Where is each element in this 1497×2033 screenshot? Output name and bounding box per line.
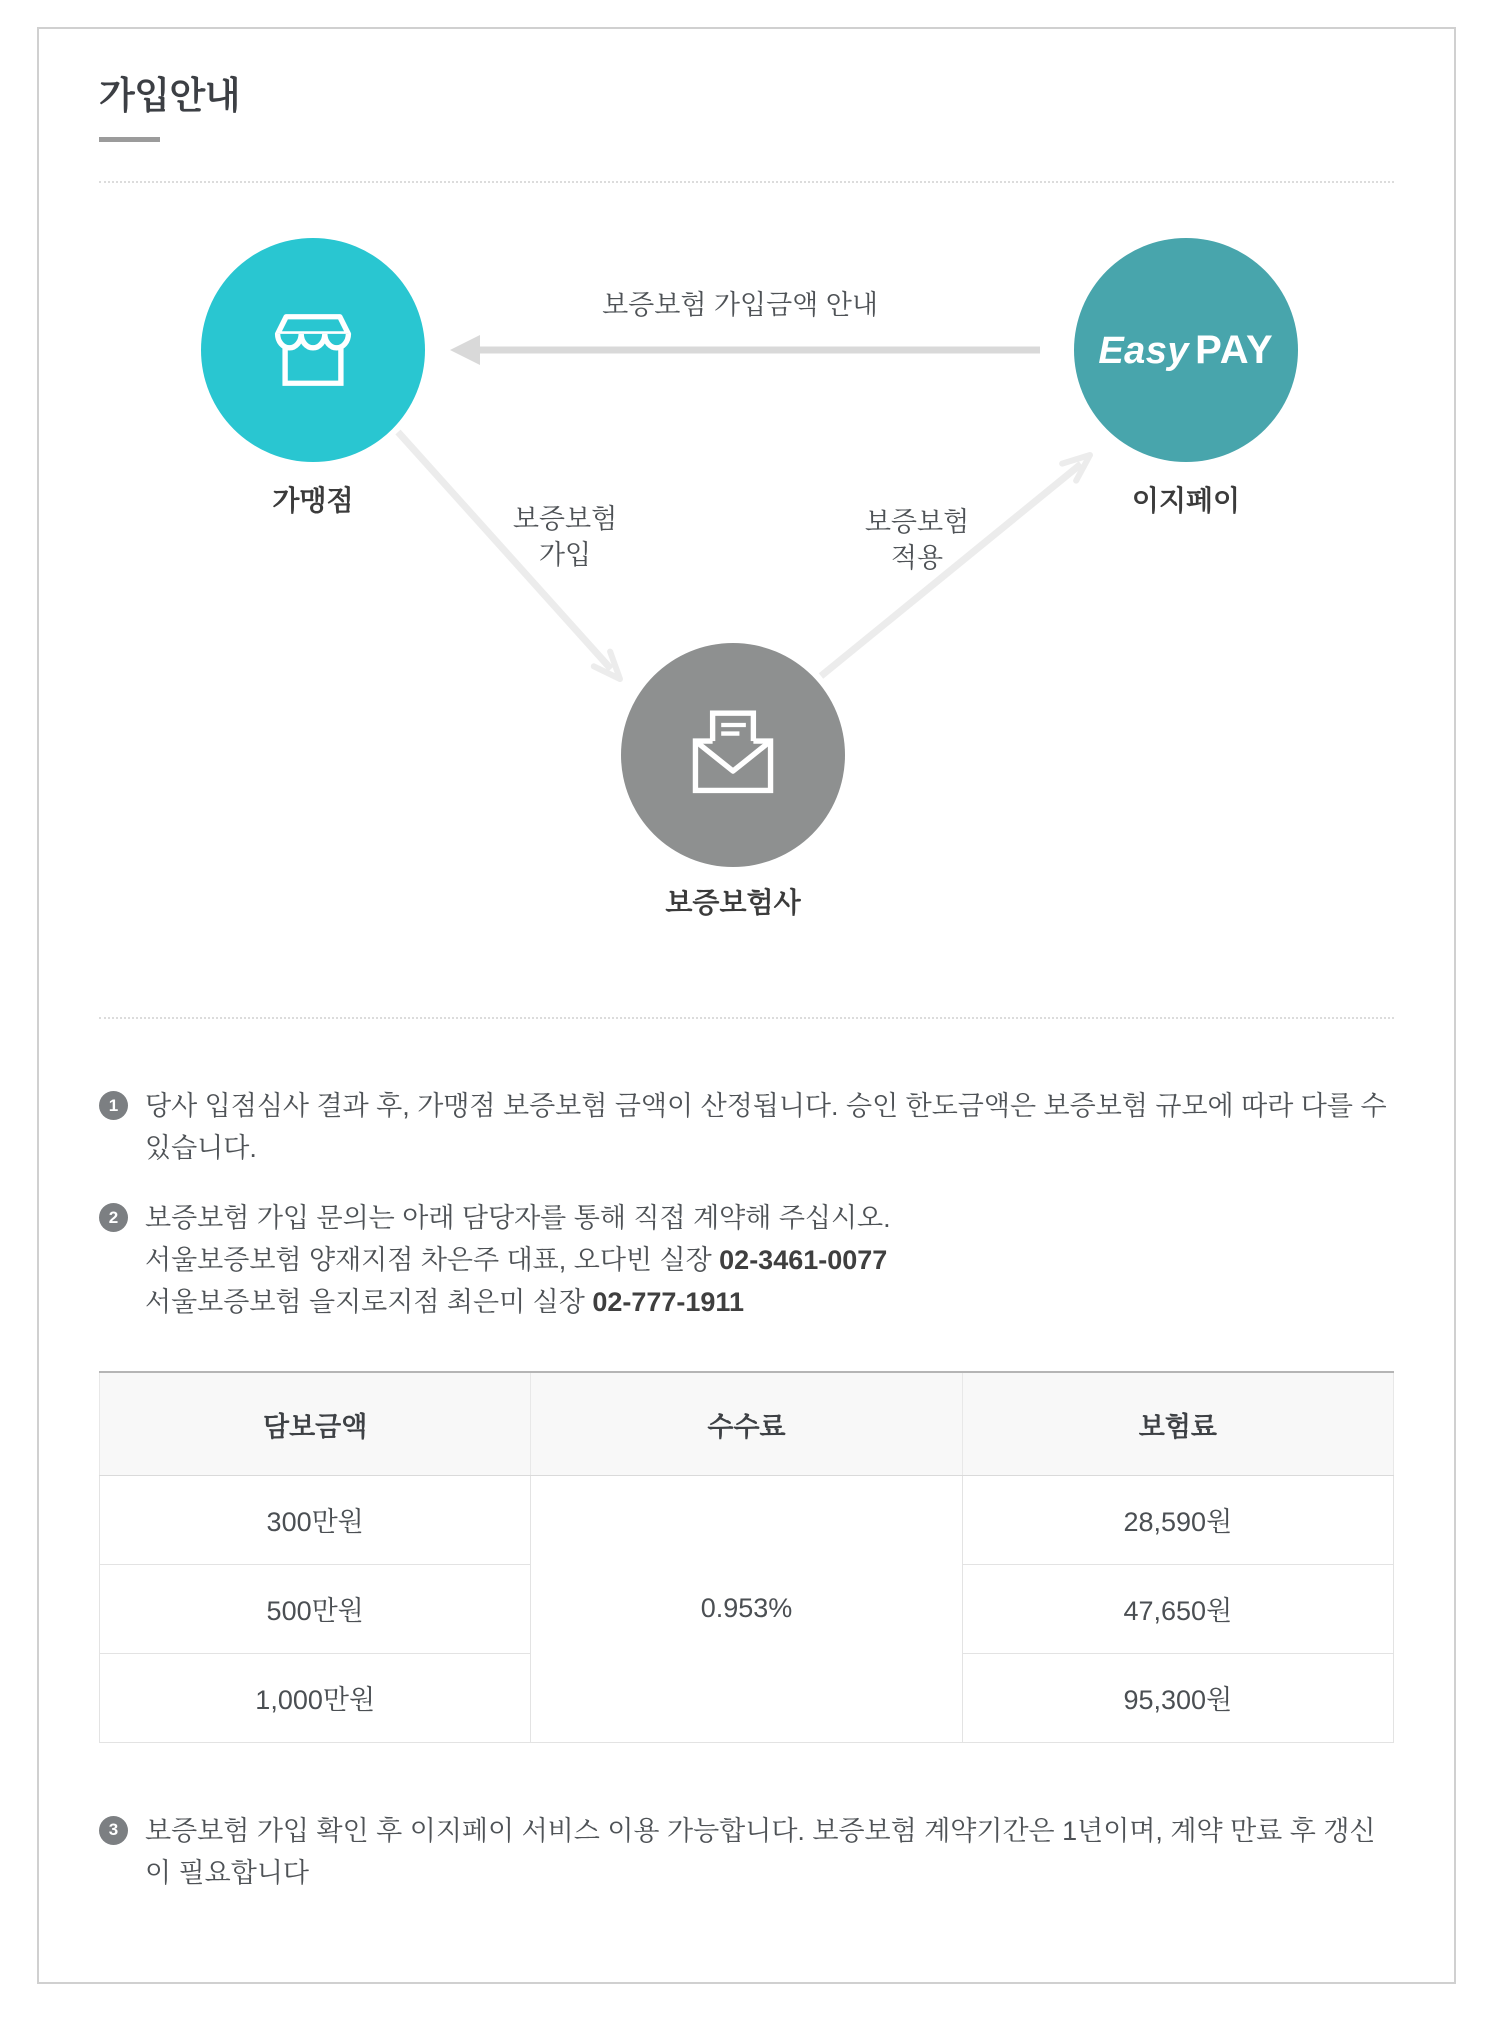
easypay-logo-easy: Easy (1098, 329, 1190, 372)
easypay-node (1074, 238, 1298, 462)
join-guide-panel (37, 27, 1456, 1984)
title-underline (99, 137, 160, 142)
phone-number-yangjae: 02-3461-0077 (719, 1245, 888, 1276)
note-item-1 (99, 1085, 1394, 1169)
col-header-premium: 보험료 (962, 1372, 1393, 1475)
note-2-line-2: 서울보증보험 양재지점 차은주 대표, 오다빈 실장 02-3461-0077 (145, 1245, 888, 1276)
easypay-label: 이지페이 (1131, 485, 1241, 517)
envelope-icon (674, 696, 792, 814)
note-item-3 (99, 1810, 1394, 1894)
easypay-logo (1098, 328, 1273, 373)
collateral-amount: 500만원 (100, 1564, 531, 1653)
fee-table-wrap (99, 1371, 1394, 1743)
easypay-logo-pay: PAY (1195, 327, 1274, 372)
process-diagram (99, 183, 1394, 978)
insurer-label: 보증보험사 (665, 887, 801, 919)
collateral-amount: 300만원 (100, 1475, 531, 1564)
phone-number-euljiro: 02-777-1911 (592, 1287, 744, 1318)
table-header-row (100, 1372, 1394, 1475)
note-2-line-1: 보증보험 가입 문의는 아래 담당자를 통해 직접 계약해 주십시오. (145, 1203, 891, 1234)
notes-list (99, 1085, 1394, 1323)
storefront-icon (254, 291, 372, 409)
premium-amount: 95,300원 (962, 1653, 1393, 1742)
table-row (100, 1475, 1394, 1564)
note-number-badge-2: 2 (99, 1203, 128, 1232)
col-header-fee: 수수료 (531, 1372, 962, 1475)
arrowhead-left-icon (450, 335, 480, 365)
separator-bottom (99, 1017, 1394, 1019)
note-text-1: 당사 입점심사 결과 후, 가맹점 보증보험 금액이 산정됩니다. 승인 한도금액은 보증보험 규모에 따라 다를 수 있습니다. (145, 1091, 1387, 1164)
note-text-3: 보증보험 가입 확인 후 이지페이 서비스 이용 가능합니다. 보증보험 계약기간은 1년이며, 계약 만료 후 갱신이 필요합니다 (145, 1815, 1376, 1888)
fee-rate: 0.953% (531, 1475, 962, 1742)
collateral-amount: 1,000만원 (100, 1653, 531, 1742)
note-item-2 (99, 1197, 1394, 1323)
insurance-fee-table (99, 1371, 1394, 1743)
arrow-label-insurance-apply: 보증보험 적용 (864, 507, 970, 574)
arrow-label-insurance-join: 보증보험 가입 (512, 504, 618, 571)
note-number-badge-3: 3 (99, 1816, 128, 1845)
insurer-node (621, 643, 845, 867)
merchant-label: 가맹점 (272, 485, 354, 517)
col-header-collateral: 담보금액 (100, 1372, 531, 1475)
arrow-label-amount-guide: 보증보험 가입금액 안내 (602, 290, 878, 321)
note-number-badge-1: 1 (99, 1091, 128, 1120)
premium-amount: 28,590원 (962, 1475, 1393, 1564)
premium-amount: 47,650원 (962, 1564, 1393, 1653)
merchant-node (201, 238, 425, 462)
note-text-2 (145, 1197, 891, 1323)
note-2-line-3: 서울보증보험 을지로지점 최은미 실장 02-777-1911 (145, 1287, 744, 1318)
page-title: 가입안내 (99, 75, 240, 116)
